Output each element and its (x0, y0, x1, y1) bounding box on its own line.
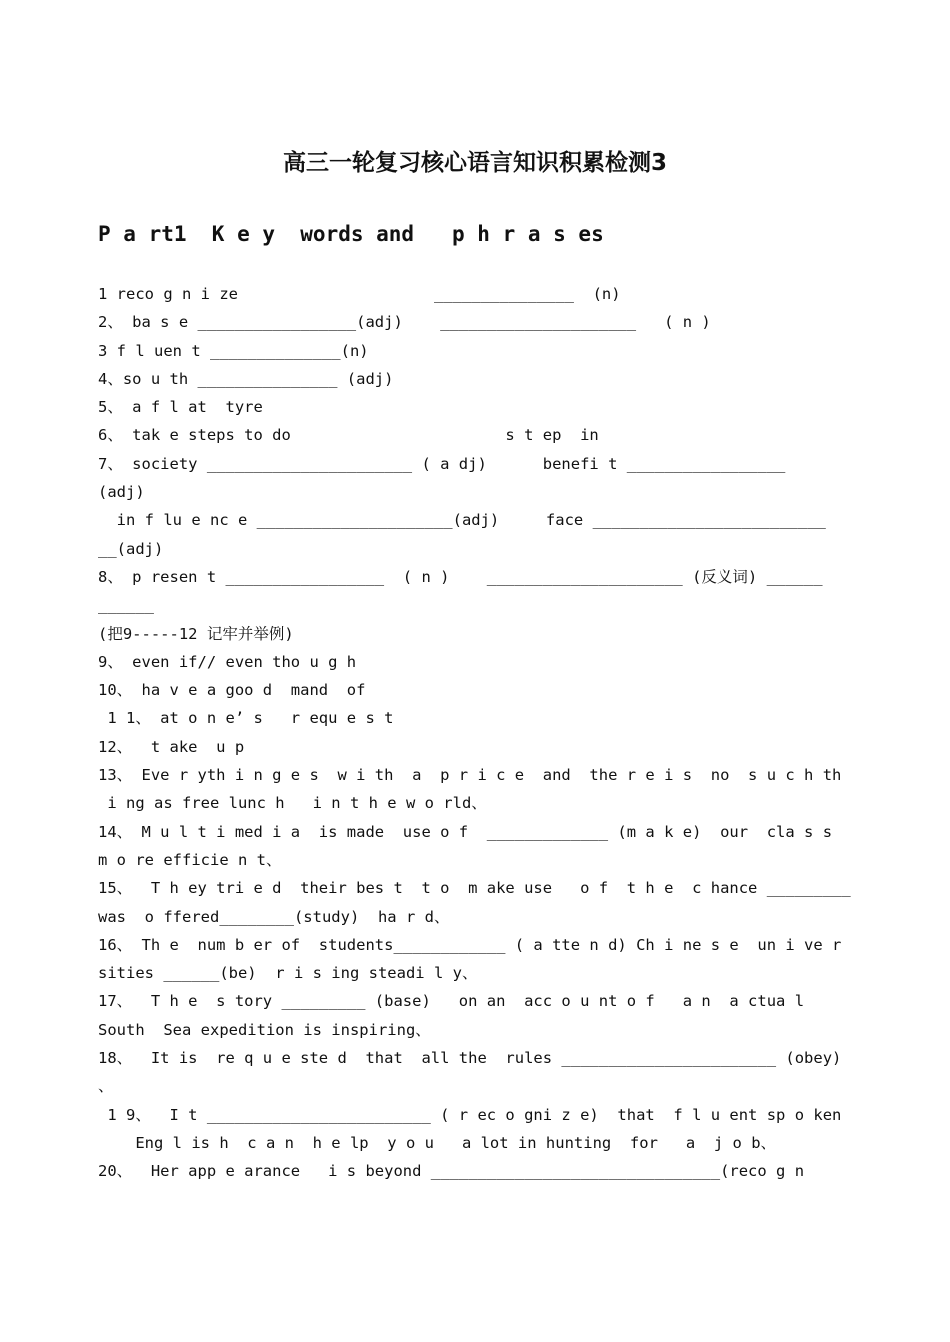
exercise-line: 4、so u th _______________ (adj) (98, 369, 394, 388)
exercise-line: 2、 ba s e _________________(adj) _____________________ ( n ) (98, 313, 711, 332)
exercise-line: 7、 society ______________________ ( a dj) benefi t _________________ (98, 454, 786, 473)
exercise-line: sities ______(be) r i s ing steadi l y、 (98, 964, 478, 983)
exercise-body (98, 280, 854, 1186)
document-title: 高三一轮复习核心语言知识积累检测3 (282, 150, 667, 176)
exercise-line: 13、 Eve r yth i n g e s w i th a p r i c e and the r e i s no s u c h th (98, 766, 842, 785)
exercise-line: (把9-----12 记牢并举例) (98, 624, 294, 643)
exercise-line: 1 1、 at o n e’ s r equ e s t (98, 709, 394, 728)
exercise-line: Eng l is h c a n h e lp y o u a lot in hunting for a j o b、 (98, 1133, 777, 1152)
exercise-line: 8、 p resen t _________________ ( n ) _____________________ (反义词) ______ (98, 567, 823, 586)
exercise-line: 12、 t ake u p (98, 737, 245, 756)
exercise-line: 14、 M u l t i med i a is made use o f _____________ (m a k e) our cla s s (98, 822, 833, 841)
exercise-line: ______ (98, 596, 154, 615)
exercise-line: 、 (98, 1077, 114, 1096)
section-heading: P a rt1 K e y words and p h r a s es (98, 222, 604, 246)
exercise-line: __(adj) (98, 539, 164, 558)
exercise-line: (adj) (98, 483, 145, 502)
exercise-line: i ng as free lunc h i n t h e w o rld、 (98, 794, 487, 813)
exercise-line: 10、 ha v e a goo d mand of (98, 681, 366, 700)
exercise-line: 1 9、 I t ________________________ ( r ec o gni z e) that f l u ent sp o ken (98, 1105, 842, 1124)
exercise-line: 9、 even if// even tho u g h (98, 652, 357, 671)
exercise-line: 5、 a f l at tyre (98, 398, 263, 417)
exercise-line: 15、 T h ey tri e d their bes t t o m ake use o f t h e c hance _________ (98, 879, 851, 898)
exercise-line: 6、 tak e steps to do s t ep in (98, 426, 599, 445)
exercise-line: was o ffered________(study) ha r d、 (98, 907, 450, 926)
exercise-line: 16、 Th e num b er of students____________ ( a tte n d) Ch i ne s e un i ve r (98, 935, 842, 954)
exercise-line: in f lu e nc e _____________________(adj) face _________________________ (98, 511, 826, 530)
exercise-line: South Sea expedition is inspiring、 (98, 1020, 431, 1039)
exercise-line: 17、 T h e s tory _________ (base) on an acc o u nt o f a n a ctua l (98, 992, 805, 1011)
exercise-line: 1 reco g n i ze _______________ (n) (98, 285, 621, 303)
exercise-line: 20、 Her app e arance i s beyond _______________________________(reco g n (98, 1162, 805, 1181)
exercise-line: m o re efficie n t、 (98, 850, 282, 869)
exercise-line: 3 f l uen t ______________(n) (98, 341, 369, 360)
exercise-line: 18、 It is re q u e ste d that all the rules _______________________ (obey) (98, 1049, 842, 1068)
